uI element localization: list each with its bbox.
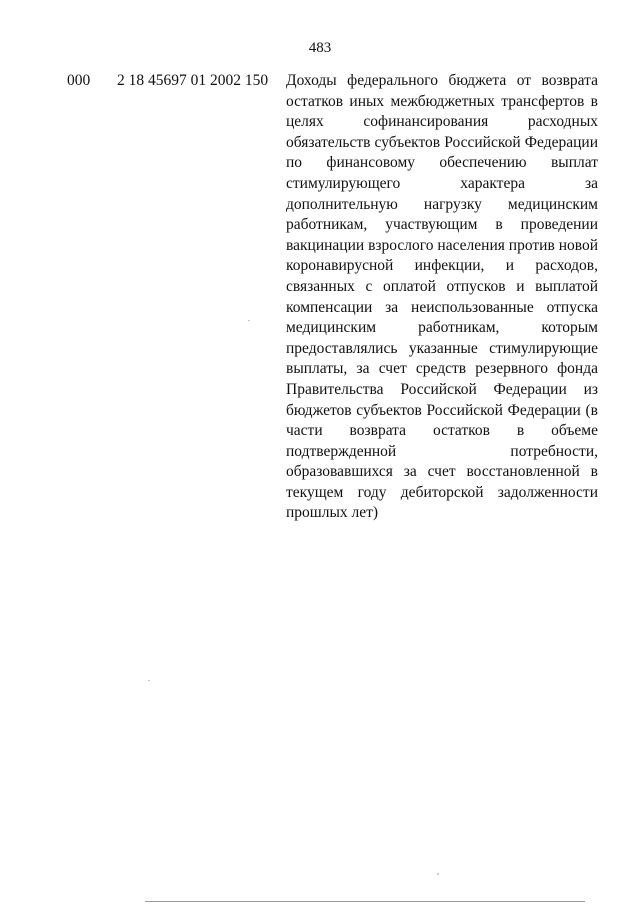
- scan-edge-line: [145, 901, 585, 902]
- classification-code: 2 18 45697 01 2002 150: [117, 72, 269, 89]
- scan-speck: [437, 873, 439, 875]
- administrator-code: 000: [67, 72, 91, 89]
- scan-speck: [148, 680, 150, 681]
- revenue-description: Доходы федерального бюджета от возврата остатков иных межбюджетных трансфертов в целях софинансирования расходных обязательств субъектов Российской Федерации по финансовому обеспечению выплат стимулирующего характера за дополнительную нагрузку медицинским работникам, участвующим в проведении вакцинации взрослого населения против новой коронавирусной инфекции, и расходов, связанных с оплатой отпусков и выплатой компенсации за неиспользованные отпуска медицинским работникам, которым предоставлялись указанные стимулирующие выплаты, за счет средств резервного фонда Правительства Российской Федерации из бюджетов субъектов Российской Федерации (в части возврата остатков в объеме подтвержденной потребности, образовавшихся за счет восстановленной в текущем году дебиторской задолженности прошлых лет): [286, 72, 598, 522]
- page-number: 483: [308, 40, 332, 56]
- scan-speck: [248, 320, 250, 321]
